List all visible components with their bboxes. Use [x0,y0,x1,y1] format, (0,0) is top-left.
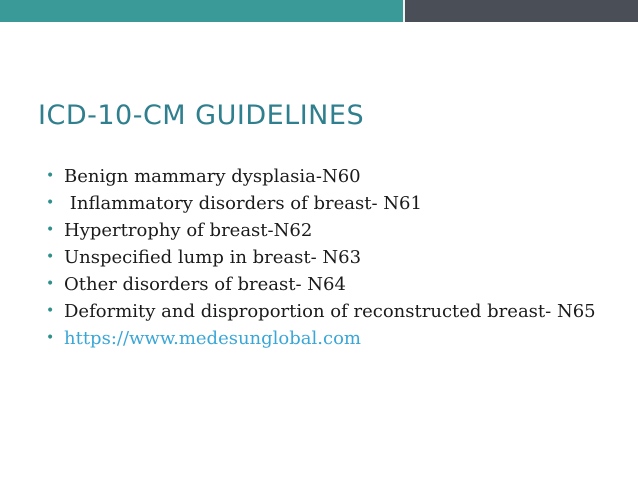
list-item-text: Hypertrophy of breast-N62 [64,220,313,241]
band-teal [0,0,403,22]
list-item-text: Benign mammary dysplasia-N60 [64,166,361,187]
list-item [46,298,606,325]
list-item-text: Deformity and disproportion of reconstructed breast- N65 [64,301,596,322]
bullet-icon: • [46,195,55,211]
list-item-text: Other disorders of breast- N64 [64,274,346,295]
list-item [46,217,606,244]
slide-title: ICD-10-CM GUIDELINES [38,100,365,131]
top-decorative-band [0,0,638,22]
bullet-icon: • [46,168,55,184]
bullet-icon: • [46,303,55,319]
list-item [46,163,606,190]
list-item-text: Unspecified lump in breast- N63 [64,247,362,268]
bullet-icon: • [46,276,55,292]
list-item-link[interactable] [46,325,606,352]
bullet-icon: • [46,330,55,346]
bullet-icon: • [46,222,55,238]
band-dark [405,0,638,22]
list-item [46,244,606,271]
list-item-text: Inflammatory disorders of breast- N61 [64,193,422,214]
bullet-icon: • [46,249,55,265]
list-item [46,190,606,217]
list-item [46,271,606,298]
website-link[interactable]: https://www.medesunglobal.com [64,328,361,349]
bullet-list [46,163,606,352]
